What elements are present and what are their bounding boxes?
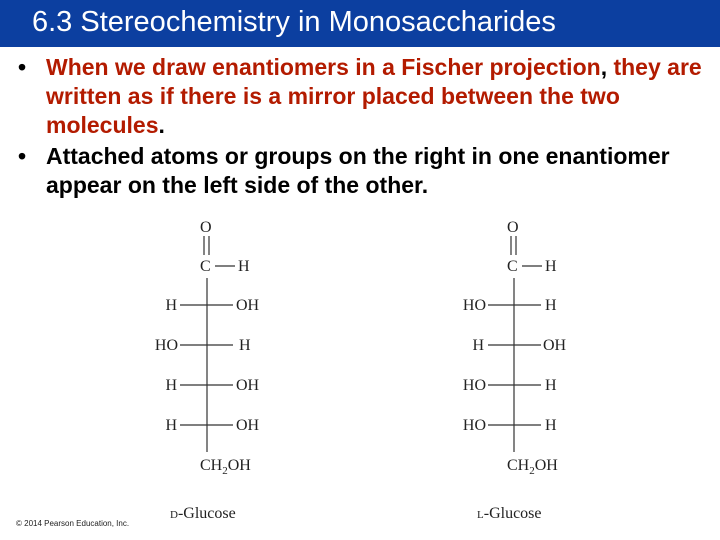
row-2-left: H <box>472 337 484 354</box>
terminal-group-subscript: 2 <box>222 465 228 477</box>
row-3-left: H <box>165 377 177 394</box>
caption-prefix: L <box>477 509 484 521</box>
terminal-group-ch: CH <box>507 457 530 474</box>
carbonyl-oxygen: O <box>200 219 212 236</box>
terminal-group <box>200 457 251 477</box>
caption-prefix: D <box>170 509 178 521</box>
l-glucose-caption <box>477 505 542 522</box>
l-glucose-structure <box>463 219 567 522</box>
row-3-right: H <box>545 377 557 394</box>
terminal-group-oh: OH <box>534 457 558 474</box>
bullet-marker: • <box>18 143 27 169</box>
row-1-left: HO <box>462 297 486 314</box>
carbonyl-oxygen: O <box>507 219 519 236</box>
terminal-group <box>507 457 558 477</box>
copyright-notice: © 2014 Pearson Education, Inc. <box>16 519 130 528</box>
aldehyde-hydrogen: H <box>238 258 250 275</box>
row-3-right: OH <box>236 377 260 394</box>
d-glucose-structure <box>155 219 260 522</box>
row-4-right: OH <box>236 417 260 434</box>
d-glucose-caption <box>170 505 236 522</box>
aldehyde-carbon: C <box>507 258 518 275</box>
row-1-left: H <box>165 297 177 314</box>
row-2-right: H <box>239 337 251 354</box>
row-4-right: H <box>545 417 557 434</box>
row-1-right: H <box>545 297 557 314</box>
bullet-1-text: When we draw enantiomers in a Fischer projection <box>46 54 601 80</box>
bullet-marker: • <box>18 54 27 80</box>
row-4-left: H <box>165 417 177 434</box>
bullet-1-period: . <box>158 112 165 138</box>
slide-title: 6.3 Stereochemistry in Monosaccharides <box>32 6 556 38</box>
aldehyde-hydrogen: H <box>545 258 557 275</box>
row-1-right: OH <box>236 297 260 314</box>
terminal-group-ch: CH <box>200 457 223 474</box>
row-2-right: OH <box>543 337 567 354</box>
caption-name: -Glucose <box>177 505 236 522</box>
row-3-left: HO <box>462 377 486 394</box>
terminal-group-oh: OH <box>227 457 251 474</box>
row-4-left: HO <box>462 417 486 434</box>
bullet-2-text: Attached atoms or groups on the right in one enantiomer appear on the left side of the other. <box>46 143 670 198</box>
caption-name: -Glucose <box>483 505 542 522</box>
row-2-left: HO <box>154 337 178 354</box>
bullet-1-continuation: they are written as if there is a mirror placed between the two molecules <box>46 54 702 138</box>
terminal-group-subscript: 2 <box>529 465 535 477</box>
aldehyde-carbon: C <box>200 258 211 275</box>
bullet-1-comma: , <box>600 54 608 80</box>
